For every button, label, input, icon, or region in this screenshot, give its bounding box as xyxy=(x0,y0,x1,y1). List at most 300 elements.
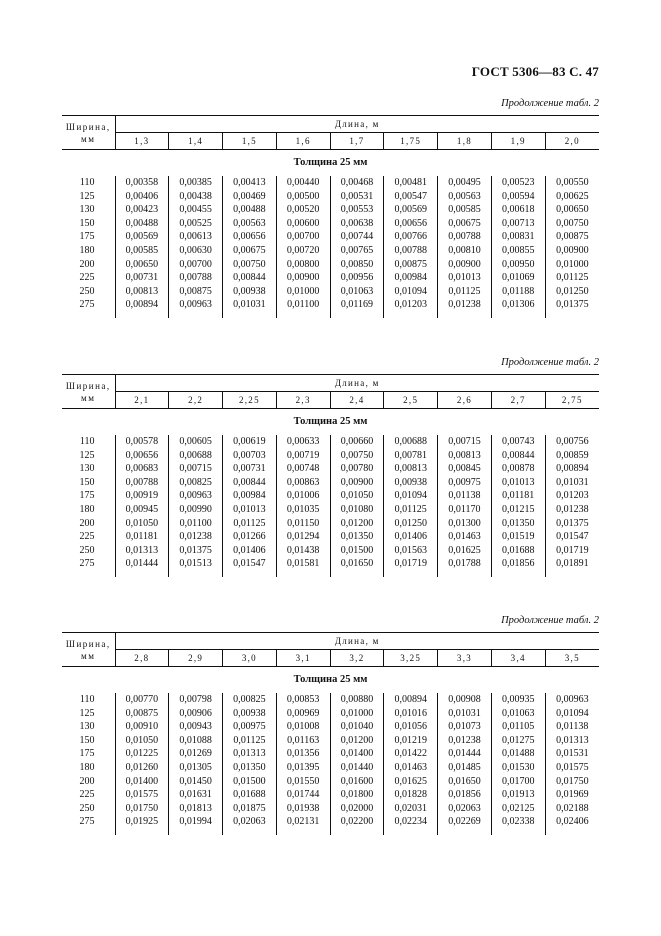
volume-cell: 0,01485 xyxy=(438,761,492,775)
length-column-header: 1,8 xyxy=(438,133,492,150)
volume-cell: 0,01300 xyxy=(438,517,492,531)
volume-cell: 0,00781 xyxy=(384,449,438,463)
volume-cell: 0,00605 xyxy=(169,435,223,449)
continuation-label: Продолжение табл. 2 xyxy=(501,615,599,626)
padding-cell xyxy=(384,312,438,318)
volume-cell: 0,01994 xyxy=(169,815,223,829)
volume-cell: 0,00844 xyxy=(223,271,277,285)
volume-cell: 0,01750 xyxy=(115,802,169,816)
volume-cell: 0,00788 xyxy=(115,476,169,490)
volume-cell: 0,00748 xyxy=(276,462,330,476)
length-header: Длина, м xyxy=(115,116,599,133)
volume-cell: 0,02200 xyxy=(330,815,384,829)
padding-cell xyxy=(169,312,223,318)
volume-cell: 0,01438 xyxy=(276,544,330,558)
width-header: Ширина, мм xyxy=(62,633,115,667)
volume-cell: 0,01063 xyxy=(491,707,545,721)
volume-cell: 0,00569 xyxy=(384,203,438,217)
padding-cell xyxy=(223,571,277,577)
length-column-header: 1,7 xyxy=(330,133,384,150)
volume-cell: 0,01856 xyxy=(438,788,492,802)
volume-cell: 0,01094 xyxy=(384,489,438,503)
table-row xyxy=(62,693,599,707)
volume-cell: 0,01313 xyxy=(115,544,169,558)
volume-cell: 0,00715 xyxy=(438,435,492,449)
length-column-header: 1,3 xyxy=(115,133,169,150)
volume-cell: 0,00683 xyxy=(115,462,169,476)
padding-cell xyxy=(223,312,277,318)
volume-cell: 0,02406 xyxy=(545,815,599,829)
volume-cell: 0,00963 xyxy=(169,489,223,503)
width-cell: 175 xyxy=(79,748,95,760)
width-cell: 225 xyxy=(79,272,95,284)
volume-cell: 0,00938 xyxy=(223,707,277,721)
volume-cell: 0,00523 xyxy=(491,176,545,190)
volume-cell: 0,01650 xyxy=(438,775,492,789)
padding-cell xyxy=(545,571,599,577)
volume-cell: 0,01016 xyxy=(384,707,438,721)
table-row xyxy=(62,435,599,449)
volume-cell: 0,01400 xyxy=(330,747,384,761)
volume-cell: 0,01238 xyxy=(438,734,492,748)
volume-cell: 0,00656 xyxy=(115,449,169,463)
width-cell: 200 xyxy=(79,775,95,787)
table-padding-row xyxy=(62,312,599,318)
length-column-header: 2,9 xyxy=(169,650,223,667)
width-header: Ширина, мм xyxy=(62,116,115,150)
padding-cell xyxy=(115,312,169,318)
volume-cell: 0,01547 xyxy=(545,530,599,544)
width-cell: 180 xyxy=(79,761,95,773)
padding-cell xyxy=(330,312,384,318)
volume-cell: 0,01625 xyxy=(384,775,438,789)
volume-cell: 0,01550 xyxy=(276,775,330,789)
volume-cell: 0,00656 xyxy=(384,217,438,231)
padding-cell xyxy=(491,829,545,835)
volume-cell: 0,00520 xyxy=(276,203,330,217)
length-column-header: 3,1 xyxy=(276,650,330,667)
volume-cell: 0,01073 xyxy=(438,720,492,734)
volume-cell: 0,01938 xyxy=(276,802,330,816)
volume-cell: 0,00810 xyxy=(438,244,492,258)
width-cell: 200 xyxy=(79,517,95,529)
volume-cell: 0,01100 xyxy=(169,517,223,531)
volume-cell: 0,00675 xyxy=(223,244,277,258)
volume-cell: 0,00788 xyxy=(438,230,492,244)
volume-cell: 0,00531 xyxy=(330,190,384,204)
volume-cell: 0,00750 xyxy=(545,217,599,231)
volume-cell: 0,01350 xyxy=(223,761,277,775)
volume-cell: 0,00875 xyxy=(545,230,599,244)
length-column-header: 1,9 xyxy=(491,133,545,150)
table-row xyxy=(62,298,599,312)
volume-cell: 0,00875 xyxy=(384,258,438,272)
volume-cell: 0,01056 xyxy=(384,720,438,734)
continuation-label: Продолжение табл. 2 xyxy=(501,98,599,109)
section-title: Толщина 25 мм xyxy=(293,416,368,427)
length-column-header: 3,25 xyxy=(384,650,438,667)
padding-cell xyxy=(330,829,384,835)
table-row xyxy=(62,462,599,476)
volume-cell: 0,02188 xyxy=(545,802,599,816)
table-padding-row xyxy=(62,571,599,577)
padding-cell xyxy=(491,571,545,577)
volume-cell: 0,01169 xyxy=(330,298,384,312)
width-cell: 150 xyxy=(79,217,95,229)
volume-cell: 0,01200 xyxy=(330,517,384,531)
volume-cell: 0,01050 xyxy=(330,489,384,503)
volume-cell: 0,00813 xyxy=(384,462,438,476)
volume-cell: 0,01088 xyxy=(169,734,223,748)
volume-cell: 0,01150 xyxy=(276,517,330,531)
volume-cell: 0,00563 xyxy=(223,217,277,231)
data-table xyxy=(62,632,599,835)
volume-cell: 0,01788 xyxy=(438,557,492,571)
table-row xyxy=(62,530,599,544)
volume-cell: 0,00844 xyxy=(223,476,277,490)
volume-cell: 0,00770 xyxy=(115,693,169,707)
volume-cell: 0,01581 xyxy=(276,557,330,571)
volume-cell: 0,01575 xyxy=(545,761,599,775)
length-column-header: 3,2 xyxy=(330,650,384,667)
table-block-3 xyxy=(62,614,599,835)
volume-cell: 0,01719 xyxy=(545,544,599,558)
section-title: Толщина 25 мм xyxy=(293,674,368,685)
width-cell: 125 xyxy=(79,449,95,461)
volume-cell: 0,00594 xyxy=(491,190,545,204)
padding-cell xyxy=(276,312,330,318)
volume-cell: 0,00413 xyxy=(223,176,277,190)
volume-cell: 0,00675 xyxy=(438,217,492,231)
volume-cell: 0,01625 xyxy=(438,544,492,558)
table-row xyxy=(62,761,599,775)
width-cell: 110 xyxy=(79,177,95,188)
length-column-header: 2,2 xyxy=(169,392,223,409)
volume-cell: 0,01125 xyxy=(223,517,277,531)
volume-cell: 0,00900 xyxy=(330,476,384,490)
volume-cell: 0,00358 xyxy=(115,176,169,190)
volume-cell: 0,00894 xyxy=(384,693,438,707)
table-row xyxy=(62,271,599,285)
volume-cell: 0,01203 xyxy=(384,298,438,312)
volume-cell: 0,00906 xyxy=(169,707,223,721)
padding-cell xyxy=(169,829,223,835)
width-cell: 225 xyxy=(79,789,95,801)
volume-cell: 0,00569 xyxy=(115,230,169,244)
volume-cell: 0,01050 xyxy=(115,734,169,748)
padding-cell xyxy=(491,312,545,318)
volume-cell: 0,01094 xyxy=(545,707,599,721)
volume-cell: 0,00481 xyxy=(384,176,438,190)
volume-cell: 0,01063 xyxy=(330,285,384,299)
volume-cell: 0,00831 xyxy=(491,230,545,244)
width-cell: 130 xyxy=(79,463,95,475)
width-cell: 250 xyxy=(79,285,95,297)
volume-cell: 0,00731 xyxy=(115,271,169,285)
padding-cell xyxy=(115,571,169,577)
volume-cell: 0,00975 xyxy=(223,720,277,734)
volume-cell: 0,01422 xyxy=(384,747,438,761)
volume-cell: 0,01444 xyxy=(115,557,169,571)
table-row xyxy=(62,230,599,244)
volume-cell: 0,02269 xyxy=(438,815,492,829)
volume-cell: 0,01181 xyxy=(115,530,169,544)
width-cell: 130 xyxy=(79,721,95,733)
length-column-header: 2,6 xyxy=(438,392,492,409)
volume-cell: 0,01040 xyxy=(330,720,384,734)
volume-cell: 0,00744 xyxy=(330,230,384,244)
volume-cell: 0,00938 xyxy=(384,476,438,490)
volume-cell: 0,01105 xyxy=(491,720,545,734)
volume-cell: 0,00766 xyxy=(384,230,438,244)
padding-cell xyxy=(276,571,330,577)
volume-cell: 0,00600 xyxy=(276,217,330,231)
volume-cell: 0,00875 xyxy=(169,285,223,299)
volume-cell: 0,01313 xyxy=(223,747,277,761)
volume-cell: 0,00650 xyxy=(115,258,169,272)
padding-cell xyxy=(169,571,223,577)
padding-cell xyxy=(330,571,384,577)
volume-cell: 0,00743 xyxy=(491,435,545,449)
width-cell: 225 xyxy=(79,531,95,543)
volume-cell: 0,01125 xyxy=(438,285,492,299)
table-row xyxy=(62,734,599,748)
table-padding-row xyxy=(62,829,599,835)
width-cell: 180 xyxy=(79,503,95,515)
volume-cell: 0,02338 xyxy=(491,815,545,829)
table-row xyxy=(62,244,599,258)
padding-cell xyxy=(438,571,492,577)
volume-cell: 0,00984 xyxy=(384,271,438,285)
volume-cell: 0,00547 xyxy=(384,190,438,204)
padding-cell xyxy=(62,312,115,318)
volume-cell: 0,00488 xyxy=(223,203,277,217)
volume-cell: 0,00525 xyxy=(169,217,223,231)
length-column-header: 3,3 xyxy=(438,650,492,667)
volume-cell: 0,00660 xyxy=(330,435,384,449)
padding-cell xyxy=(62,571,115,577)
length-column-header: 3,4 xyxy=(491,650,545,667)
volume-cell: 0,01375 xyxy=(545,298,599,312)
width-cell: 175 xyxy=(79,490,95,502)
volume-cell: 0,00880 xyxy=(330,693,384,707)
table-row xyxy=(62,258,599,272)
length-column-header: 2,8 xyxy=(115,650,169,667)
volume-cell: 0,00625 xyxy=(545,190,599,204)
volume-cell: 0,01000 xyxy=(276,285,330,299)
volume-cell: 0,01575 xyxy=(115,788,169,802)
length-column-header: 1,75 xyxy=(384,133,438,150)
table-row xyxy=(62,815,599,829)
volume-cell: 0,00715 xyxy=(169,462,223,476)
table-block-2 xyxy=(62,356,599,577)
table-row xyxy=(62,557,599,571)
volume-cell: 0,01547 xyxy=(223,557,277,571)
length-column-header: 2,75 xyxy=(545,392,599,409)
table-row xyxy=(62,720,599,734)
padding-cell xyxy=(384,829,438,835)
volume-cell: 0,00719 xyxy=(276,449,330,463)
length-column-header: 1,5 xyxy=(223,133,277,150)
volume-cell: 0,00900 xyxy=(545,244,599,258)
volume-cell: 0,00585 xyxy=(115,244,169,258)
volume-cell: 0,01500 xyxy=(330,544,384,558)
volume-cell: 0,01260 xyxy=(115,761,169,775)
data-table xyxy=(62,374,599,577)
length-column-header: 2,3 xyxy=(276,392,330,409)
volume-cell: 0,01463 xyxy=(438,530,492,544)
volume-cell: 0,01750 xyxy=(545,775,599,789)
length-column-header: 2,5 xyxy=(384,392,438,409)
volume-cell: 0,00438 xyxy=(169,190,223,204)
table-row xyxy=(62,449,599,463)
volume-cell: 0,00855 xyxy=(491,244,545,258)
table-row xyxy=(62,203,599,217)
volume-cell: 0,00495 xyxy=(438,176,492,190)
volume-cell: 0,01350 xyxy=(491,517,545,531)
volume-cell: 0,01800 xyxy=(330,788,384,802)
volume-cell: 0,00963 xyxy=(169,298,223,312)
volume-cell: 0,01080 xyxy=(330,503,384,517)
volume-cell: 0,01125 xyxy=(545,271,599,285)
volume-cell: 0,01294 xyxy=(276,530,330,544)
length-column-header: 1,4 xyxy=(169,133,223,150)
volume-cell: 0,01013 xyxy=(223,503,277,517)
volume-cell: 0,01856 xyxy=(491,557,545,571)
volume-cell: 0,01250 xyxy=(384,517,438,531)
volume-cell: 0,01008 xyxy=(276,720,330,734)
volume-cell: 0,00553 xyxy=(330,203,384,217)
volume-cell: 0,00619 xyxy=(223,435,277,449)
volume-cell: 0,02000 xyxy=(330,802,384,816)
volume-cell: 0,01813 xyxy=(169,802,223,816)
padding-cell xyxy=(115,829,169,835)
volume-cell: 0,01913 xyxy=(491,788,545,802)
volume-cell: 0,01138 xyxy=(545,720,599,734)
volume-cell: 0,01700 xyxy=(491,775,545,789)
volume-cell: 0,00613 xyxy=(169,230,223,244)
table-row xyxy=(62,190,599,204)
width-cell: 125 xyxy=(79,190,95,202)
length-header: Длина, м xyxy=(115,633,599,650)
volume-cell: 0,00780 xyxy=(330,462,384,476)
volume-cell: 0,00385 xyxy=(169,176,223,190)
volume-cell: 0,00910 xyxy=(115,720,169,734)
volume-cell: 0,00875 xyxy=(115,707,169,721)
volume-cell: 0,01875 xyxy=(223,802,277,816)
volume-cell: 0,01219 xyxy=(384,734,438,748)
volume-cell: 0,00468 xyxy=(330,176,384,190)
volume-cell: 0,02031 xyxy=(384,802,438,816)
volume-cell: 0,02125 xyxy=(491,802,545,816)
volume-cell: 0,01400 xyxy=(115,775,169,789)
volume-cell: 0,00844 xyxy=(491,449,545,463)
volume-cell: 0,02063 xyxy=(438,802,492,816)
volume-cell: 0,01500 xyxy=(223,775,277,789)
table-row xyxy=(62,747,599,761)
volume-cell: 0,01170 xyxy=(438,503,492,517)
volume-cell: 0,02063 xyxy=(223,815,277,829)
volume-cell: 0,01031 xyxy=(545,476,599,490)
padding-cell xyxy=(438,829,492,835)
table-block-1 xyxy=(62,97,599,318)
volume-cell: 0,01163 xyxy=(276,734,330,748)
volume-cell: 0,00825 xyxy=(169,476,223,490)
volume-cell: 0,01013 xyxy=(491,476,545,490)
volume-cell: 0,00990 xyxy=(169,503,223,517)
volume-cell: 0,00406 xyxy=(115,190,169,204)
volume-cell: 0,01000 xyxy=(545,258,599,272)
width-cell: 250 xyxy=(79,802,95,814)
volume-cell: 0,01035 xyxy=(276,503,330,517)
volume-cell: 0,00800 xyxy=(276,258,330,272)
volume-cell: 0,01050 xyxy=(115,517,169,531)
volume-cell: 0,00750 xyxy=(330,449,384,463)
volume-cell: 0,01188 xyxy=(491,285,545,299)
length-column-header: 1,6 xyxy=(276,133,330,150)
volume-cell: 0,01203 xyxy=(545,489,599,503)
width-cell: 275 xyxy=(79,299,95,311)
volume-cell: 0,00688 xyxy=(384,435,438,449)
width-cell: 150 xyxy=(79,476,95,488)
length-column-header: 3,5 xyxy=(545,650,599,667)
volume-cell: 0,01375 xyxy=(545,517,599,531)
volume-cell: 0,01138 xyxy=(438,489,492,503)
length-column-header: 2,25 xyxy=(223,392,277,409)
page-header: ГОСТ 5306—83 С. 47 xyxy=(471,64,599,79)
volume-cell: 0,01275 xyxy=(491,734,545,748)
volume-cell: 0,00963 xyxy=(545,693,599,707)
volume-cell: 0,00618 xyxy=(491,203,545,217)
table-row xyxy=(62,544,599,558)
volume-cell: 0,00969 xyxy=(276,707,330,721)
volume-cell: 0,01350 xyxy=(330,530,384,544)
volume-cell: 0,00578 xyxy=(115,435,169,449)
volume-cell: 0,01125 xyxy=(223,734,277,748)
volume-cell: 0,01215 xyxy=(491,503,545,517)
volume-cell: 0,01356 xyxy=(276,747,330,761)
volume-cell: 0,01031 xyxy=(438,707,492,721)
volume-cell: 0,01744 xyxy=(276,788,330,802)
volume-cell: 0,00813 xyxy=(438,449,492,463)
volume-cell: 0,01463 xyxy=(384,761,438,775)
volume-cell: 0,01181 xyxy=(491,489,545,503)
volume-cell: 0,00423 xyxy=(115,203,169,217)
table-row xyxy=(62,503,599,517)
width-cell: 180 xyxy=(79,244,95,256)
volume-cell: 0,00788 xyxy=(169,271,223,285)
volume-cell: 0,00938 xyxy=(223,285,277,299)
volume-cell: 0,00788 xyxy=(384,244,438,258)
volume-cell: 0,01000 xyxy=(330,707,384,721)
volume-cell: 0,00563 xyxy=(438,190,492,204)
volume-cell: 0,00950 xyxy=(491,258,545,272)
width-cell: 130 xyxy=(79,204,95,216)
padding-cell xyxy=(545,829,599,835)
volume-cell: 0,01269 xyxy=(169,747,223,761)
width-cell: 275 xyxy=(79,558,95,570)
volume-cell: 0,01563 xyxy=(384,544,438,558)
volume-cell: 0,01250 xyxy=(545,285,599,299)
width-cell: 150 xyxy=(79,734,95,746)
volume-cell: 0,01069 xyxy=(491,271,545,285)
table-row xyxy=(62,775,599,789)
volume-cell: 0,01375 xyxy=(169,544,223,558)
volume-cell: 0,00850 xyxy=(330,258,384,272)
volume-cell: 0,00845 xyxy=(438,462,492,476)
continuation-label: Продолжение табл. 2 xyxy=(501,357,599,368)
padding-cell xyxy=(223,829,277,835)
